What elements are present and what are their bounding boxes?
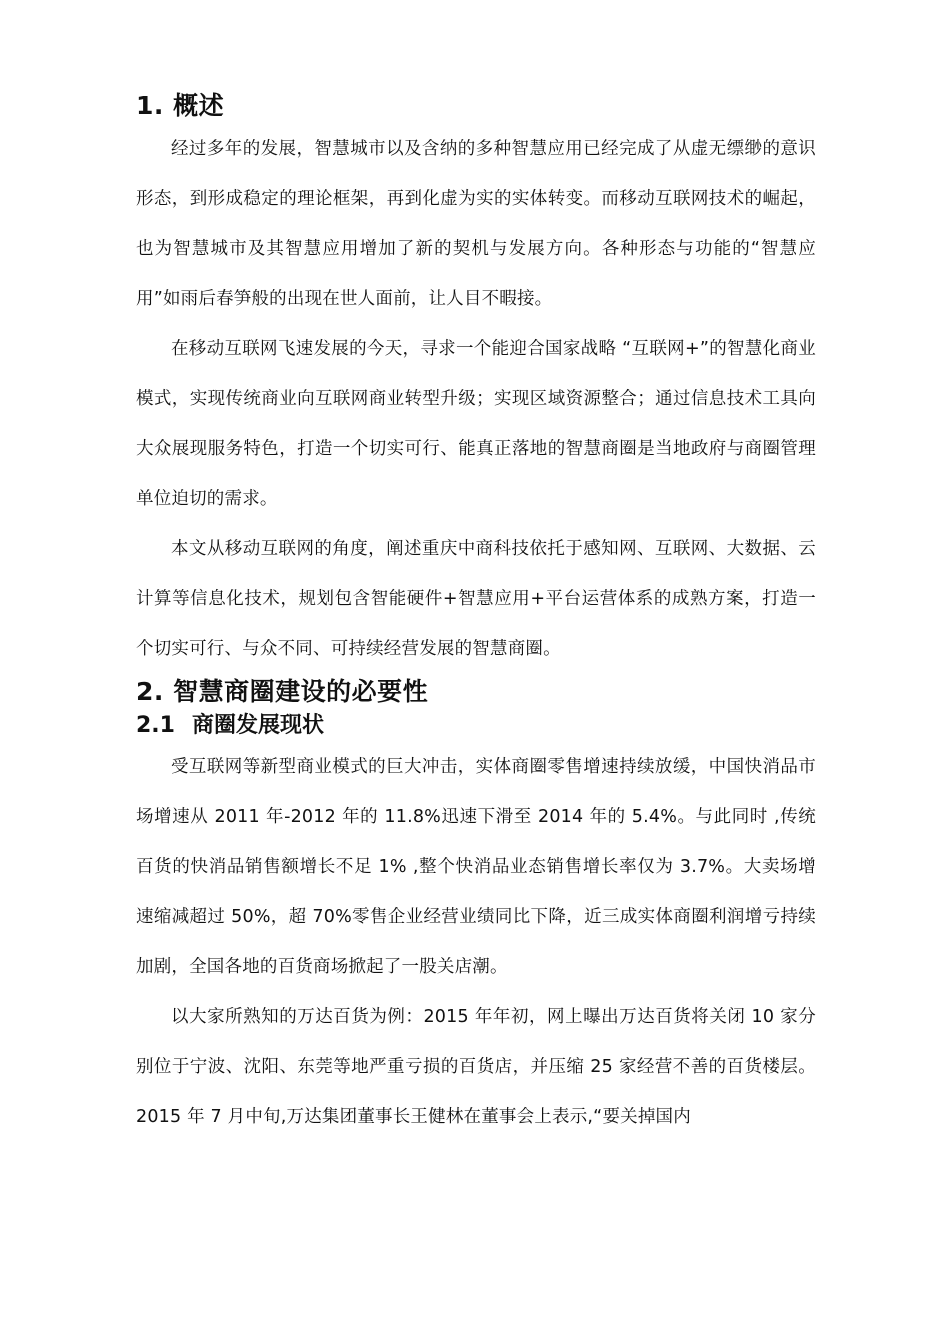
paragraph: 经过多年的发展，智慧城市以及含纳的多种智慧应用已经完成了从虚无缥缈的意识形态，到形成稳定的理论框架，再到化虚为实的实体转变。而移动互联网技术的崛起，也为智慧城市及其智慧应用增加了新的契机与发展方向。各种形态与功能的“智慧应用”如雨后春笋般的出现在世人面前，让人目不暇接。 [136, 139, 816, 309]
paragraph: 在移动互联网飞速发展的今天，寻求一个能迎合国家战略 “互联网+”的智慧化商业模式，实现传统商业向互联网商业转型升级；实现区域资源整合；通过信息技术工具向大众展现服务特色，打造一个切实可行、能真正落地的智慧商圈是当地政府与商圈管理单位迫切的需求。 [136, 339, 816, 509]
document-body [136, 88, 816, 1142]
subsection-number: 2.1 [136, 713, 175, 738]
section-title-overview: 1. 概述 [136, 91, 225, 120]
subsection-title [136, 710, 816, 742]
paragraph: 受互联网等新型商业模式的巨大冲击，实体商圈零售增速持续放缓，中国快消品市场增速从 2011 年-2012 年的 11.8%迅速下滑至 2014 年的 5.4%。与此同时 ,传统百货的快消品销售额增长不足 1% ,整个快消品业态销售增长率仅为 3.7%。大卖场增速缩减超过 50%，超 70%零售企业经营业绩同比下降，近三成实体商圈利润增亏持续加剧，全国各地的百货商场掀起了一股关店潮。 [136, 757, 816, 977]
paragraph: 以大家所熟知的万达百货为例：2015 年年初，网上曝出万达百货将关闭 10 家分别位于宁波、沈阳、东莞等地严重亏损的百货店，并压缩 25 家经营不善的百货楼层。2015 年 7 月中旬,万达集团董事长王健林在董事会上表示,“要关掉国内 [136, 1007, 816, 1127]
subsection-label: 商圈发展现状 [192, 713, 325, 738]
paragraph: 本文从移动互联网的角度，阐述重庆中商科技依托于感知网、互联网、大数据、云计算等信息化技术，规划包含智能硬件+智慧应用+平台运营体系的成熟方案，打造一个切实可行、与众不同、可持续经营发展的智慧商圈。 [136, 539, 816, 659]
section-title-necessity: 2. 智慧商圈建设的必要性 [136, 677, 429, 706]
